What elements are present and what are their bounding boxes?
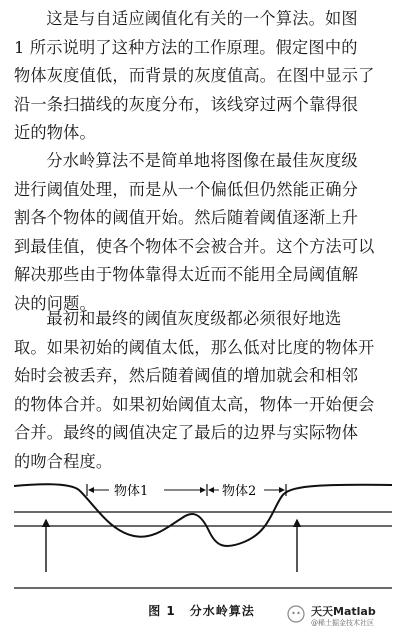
- text-line: 割各个物体的阈值开始。然后随着阈值逐渐上升: [14, 208, 359, 228]
- text-line: 最初和最终的阈值灰度级都必须很好地选: [46, 309, 342, 328]
- text-line: 始时会被丢弃，然后随着阈值的增加就会和相邻: [14, 366, 359, 386]
- caption-number: 图 1: [148, 604, 176, 618]
- text-line: 解决那些由于物体靠得太近而不能用全局阈值解: [14, 265, 359, 285]
- paragraph-1: [14, 5, 392, 148]
- watermark-name: 天天Matlab: [311, 605, 376, 618]
- watermark: [287, 603, 397, 633]
- text-line: 到最佳值，使各个物体不会被合并。这个方法可以: [14, 236, 375, 256]
- object-2-label: 物体2: [222, 484, 257, 499]
- caption-title: 分水岭算法: [189, 604, 255, 618]
- wechat-icon: [287, 605, 305, 623]
- text-line: 这是与自适应阈值化有关的一个算法。如图: [46, 9, 358, 28]
- text-line: 合并。最终的阈值决定了最后的边界与实际物体: [14, 423, 359, 443]
- watershed-figure: [14, 476, 392, 594]
- text-line: 分水岭算法不是简单地将图像在最佳灰度级: [46, 151, 358, 170]
- object-1-label: 物体1: [114, 484, 149, 499]
- text-line: 物体灰度值低，而背景的灰度值高。在图中显示了: [14, 66, 375, 86]
- text-line: 1 所示说明了这种方法的工作原理。假定图中的: [14, 37, 358, 57]
- paragraph-2: [14, 147, 392, 319]
- text-line: 沿一条扫描线的灰度分布，该线穿过两个靠得很: [14, 94, 359, 114]
- text-line: 近的物体。: [14, 123, 96, 143]
- text-line: 决的问题。: [14, 293, 96, 313]
- gray-level-profile: [14, 484, 392, 546]
- paragraph-3: [14, 305, 392, 477]
- text-line: 进行阈值处理，而是从一个偏低但仍然能正确分: [14, 179, 359, 199]
- text-line: 的物体合并。如果初始阈值太高，物体一开始便会: [14, 394, 375, 414]
- watermark-sub: @稀土掘金技术社区: [311, 619, 374, 627]
- text-line: 的吻合程度。: [14, 451, 113, 471]
- text-line: 取。如果初始的阈值太低，那么低对比度的物体开: [14, 337, 375, 357]
